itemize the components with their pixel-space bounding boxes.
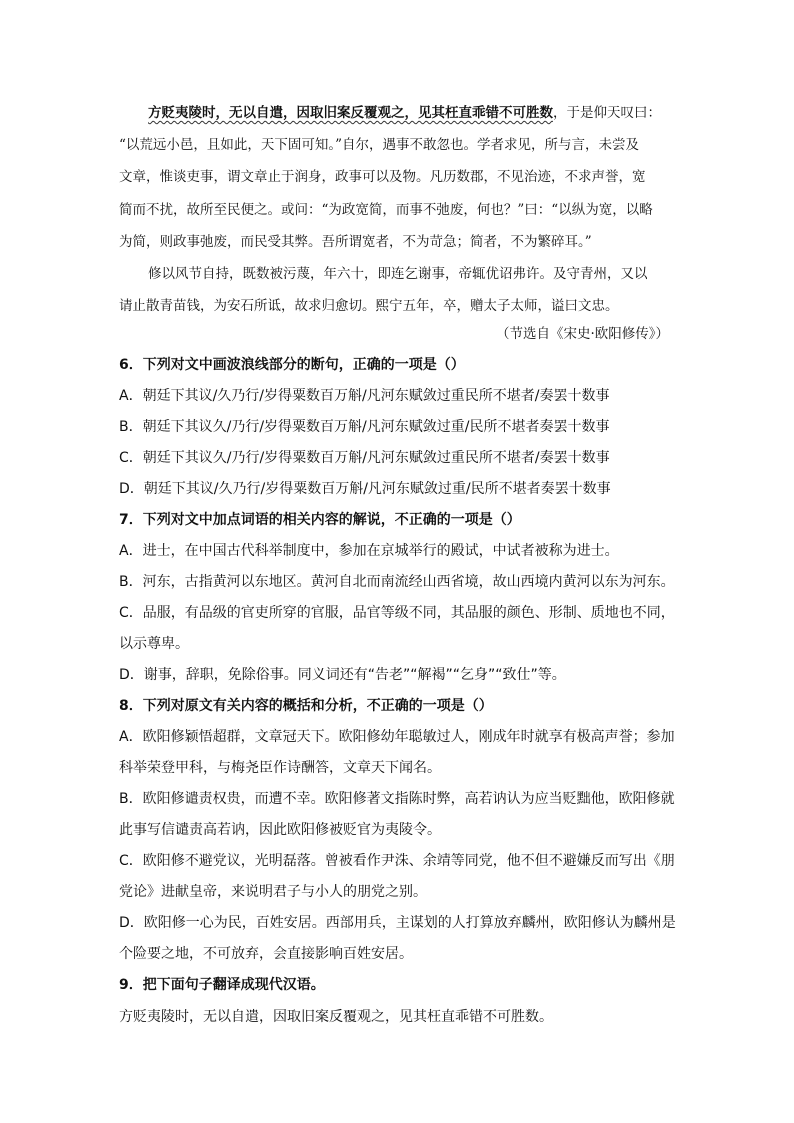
option-c: C．朝廷下其议久/乃行/岁得粟数百万斛/凡河东赋敛过重民所不堪者/奏罢十数事 (119, 450, 610, 466)
option-c-continued: 以示尊卑。 (119, 636, 189, 652)
option-d: D．欧阳修一心为民，百姓安居。西部用兵，主谋划的人打算放弃麟州，欧阳修认为麟州是 (119, 915, 676, 931)
passage-line: 请止散青苗钱，为安石所诋，故求归愈切。熙宁五年，卒，赠太子太师，谥曰文忠。 (119, 298, 619, 314)
question-stem: 8．下列对原文有关内容的概括和分析，不正确的一项是（） (119, 698, 493, 714)
option-d: D．朝廷下其议/久乃行/岁得粟数百万斛/凡河东赋敛过重/民所不堪者奏罢十数事 (119, 481, 611, 497)
option-a: A．朝廷下其议/久乃行/岁得粟数百万斛/凡河东赋敛过重民所不堪者/奏罢十数事 (119, 388, 610, 404)
question-stem: 6．下列对文中画波浪线部分的断句，正确的一项是（） (119, 357, 465, 373)
translation-sentence: 方贬夷陵时，无以自遣，因取旧案反覆观之，见其枉直乖错不可胜数。 (119, 1009, 553, 1025)
passage-line (148, 101, 661, 121)
option-a: A．欧阳修颖悟超群，文章冠天下。欧阳修幼年聪敏过人，刚成年时就享有极高声誉；参加 (119, 729, 675, 745)
wavy-underlined-text: 方贬夷陵时，无以自遣，因取旧案反覆观之，见其枉直乖错不可胜数 (148, 105, 553, 121)
question-stem: 7．下列对文中加点词语的相关内容的解说，不正确的一项是（） (119, 512, 521, 528)
passage-line: 简而不扰，故所至民便之。或问：“为政宽简，而事不弛废，何也？”曰：“以纵为宽，以略 (119, 202, 653, 218)
passage-line: “以荒远小邑，且如此，天下固可知。”自尔，遇事不敢忽也。学者求见，所与言，未尝及 (119, 137, 640, 153)
option-b: B．河东，古指黄河以东地区。黄河自北而南流经山西省境，故山西境内黄河以东为河东。 (119, 574, 675, 590)
option-c: C．欧阳修不避党议，光明磊落。曾被看作尹洙、余靖等同党，他不但不避嫌反而写出《朋 (119, 853, 675, 869)
passage-text: ，于是仰天叹曰： (553, 105, 661, 121)
option-c-continued: 党论》进献皇帝，来说明君子与小人的朋党之别。 (119, 884, 427, 900)
option-d-continued: 个险要之地，不可放弃，会直接影响百姓安居。 (119, 946, 413, 962)
option-b: B．朝廷下其议久/乃行/岁得粟数百万斛/凡河东赋敛过重/民所不堪者奏罢十数事 (119, 419, 610, 435)
passage-line: 为简，则政事弛废，而民受其弊。吾所谓宽者，不为苛急；简者，不为繁碎耳。” (119, 234, 592, 250)
option-d: D．谢事，辞职，免除俗事。同义词还有“告老”“解褐”“乞身”“致仕”等。 (119, 667, 566, 683)
question-stem: 9．把下面句子翻译成现代汉语。 (119, 977, 325, 993)
option-b-continued: 此事写信谴责高若讷，因此欧阳修被贬官为夷陵令。 (119, 822, 441, 838)
passage-line: 修以风节自持，既数被污蔑，年六十，即连乞谢事，帝辄优诏弗许。及守青州，又以 (148, 266, 648, 282)
option-b: B．欧阳修谴责权贵，而遭不幸。欧阳修著文指陈时弊，高若讷认为应当贬黜他，欧阳修就 (119, 791, 675, 807)
passage-line: 文章，惟谈吏事，谓文章止于润身，政事可以及物。凡历数郡，不见治迹，不求声誉，宽 (119, 169, 646, 185)
option-a-continued: 科举荣登甲科，与梅尧臣作诗酬答，文章天下闻名。 (119, 760, 441, 776)
source-citation: （节选自《宋史·欧阳修传》） (496, 326, 670, 342)
option-a: A．进士，在中国古代科举制度中，参加在京城举行的殿试，中试者被称为进士。 (119, 543, 619, 559)
option-c: C．品服，有品级的官吏所穿的官服，品官等级不同，其品服的颜色、形制、质地也不同， (119, 605, 675, 621)
